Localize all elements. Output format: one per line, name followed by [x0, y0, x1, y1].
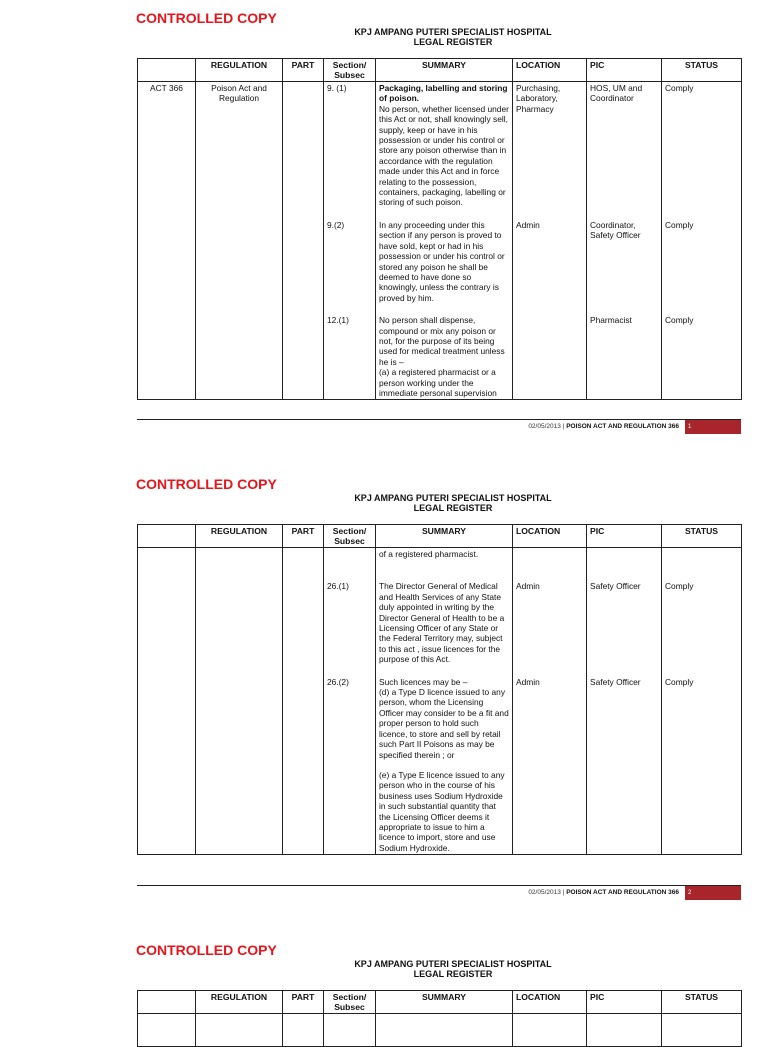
document-header	[300, 959, 606, 979]
summary-text: In any proceeding under this section if any person is proved to have sold, kept or had in his possession or under his control or stored any poison he shall be deemed to have done so knowingly, unless the contrary is proved by him.	[379, 219, 505, 303]
cell-location	[513, 548, 587, 581]
cell-part	[283, 314, 324, 400]
page-number: 2	[685, 886, 741, 900]
cell-act: ACT 366	[138, 82, 196, 219]
cell-section: 9.(2)	[324, 219, 376, 314]
cell-status: Comply	[662, 219, 742, 314]
summary-text: The Director General of Medical and Health Services of any State duly appointed in writing by the Director General of Health to be a Licensing Officer of any State or the Federal Territory may, subject to this act , issue licences for the purpose of this Act.	[379, 581, 505, 665]
col-location: LOCATION	[513, 59, 587, 82]
cell-pic: Safety Officer	[587, 676, 662, 855]
table-row	[138, 676, 742, 855]
table-row	[138, 1014, 742, 1047]
col-summary: SUMMARY	[376, 59, 513, 82]
cell-status: Comply	[662, 314, 742, 400]
cell-part	[283, 82, 324, 219]
hospital-name: KPJ AMPANG PUTERI SPECIALIST HOSPITAL	[354, 493, 552, 503]
footer-text	[528, 889, 679, 896]
cell-location: Admin	[513, 676, 587, 855]
hospital-name: KPJ AMPANG PUTERI SPECIALIST HOSPITAL	[354, 27, 552, 37]
summary-text: (d) a Type D licence issued to any person, whom the Licensing Officer may consider to be a fit and proper person to hold such licence, to store and sell by retail such Part II Poisons as may be specified therein ; or	[379, 687, 509, 760]
col-part: PART	[283, 525, 324, 548]
col-act	[138, 59, 196, 82]
cell-section: 26.(1)	[324, 580, 376, 675]
cell-act	[138, 314, 196, 400]
cell-summary	[376, 314, 513, 400]
cell-pic: Coordinator, Safety Officer	[587, 219, 662, 314]
legal-register-table	[137, 990, 742, 1047]
summary-text: (e) a Type E licence issued to any person who in the course of his business uses Sodium Hydroxide in such substantial quantity that the Licensing Officer deems it appropriate to issue to him a licence to import, store and use Sodium Hydroxide.	[379, 769, 505, 853]
cell-location	[513, 314, 587, 400]
page-footer	[137, 420, 741, 434]
cell-summary	[376, 82, 513, 219]
cell-pic	[587, 548, 662, 581]
cell-summary	[376, 219, 513, 314]
col-pic: PIC	[587, 525, 662, 548]
summary-heading: Packaging, labelling and storing of poison.	[379, 83, 508, 104]
summary-text: No person shall dispense, compound or mix any poison or not, for the purpose of its being used for medical treatment unless he is –	[379, 315, 505, 367]
col-status: STATUS	[662, 59, 742, 82]
footer-text	[528, 423, 679, 430]
col-section: Section/ Subsec	[324, 525, 376, 548]
cell-regulation: Poison Act and Regulation	[196, 82, 283, 219]
legal-register-table	[137, 58, 742, 400]
col-pic: PIC	[587, 59, 662, 82]
cell-section: 9. (1)	[324, 82, 376, 219]
footer-title: POISON ACT AND REGULATION 366	[566, 423, 679, 430]
summary-text: of a registered pharmacist.	[379, 549, 479, 559]
table-row	[138, 219, 742, 314]
table-header-row	[138, 525, 742, 548]
cell-status: Comply	[662, 82, 742, 219]
col-location: LOCATION	[513, 991, 587, 1014]
col-status: STATUS	[662, 991, 742, 1014]
cell-pic: Pharmacist	[587, 314, 662, 400]
hospital-name: KPJ AMPANG PUTERI SPECIALIST HOSPITAL	[354, 959, 552, 969]
table-header-row	[138, 991, 742, 1014]
col-act	[138, 525, 196, 548]
cell-regulation	[196, 314, 283, 400]
document-header	[300, 27, 606, 47]
summary-text: (a) a registered pharmacist or a person working under the immediate personal supervision	[379, 367, 497, 398]
table-row	[138, 548, 742, 581]
footer-separator: |	[562, 423, 565, 430]
summary-text: No person, whether licensed under this Act or not, shall knowingly sell, supply, keep or have in his possession or under his control or store any poison otherwise than in accordance with the regulation made under this Act and in force relating to the possession, containers, packaging, labelling or storing of such poison.	[379, 103, 509, 208]
cell-location: Purchasing, Laboratory, Pharmacy	[513, 82, 587, 219]
table-row	[138, 580, 742, 675]
summary-text: Such licences may be –	[379, 676, 468, 687]
register-title: LEGAL REGISTER	[413, 37, 493, 47]
register-title: LEGAL REGISTER	[413, 503, 493, 513]
cell-status: Comply	[662, 580, 742, 675]
cell-part	[283, 219, 324, 314]
col-regulation: REGULATION	[196, 59, 283, 82]
col-location: LOCATION	[513, 525, 587, 548]
cell-section: 26.(2)	[324, 676, 376, 855]
cell-location: Admin	[513, 219, 587, 314]
cell-location: Admin	[513, 580, 587, 675]
controlled-copy-label: CONTROLLED COPY	[136, 476, 277, 492]
cell-summary	[376, 676, 513, 855]
table-row	[138, 314, 742, 400]
col-summary: SUMMARY	[376, 525, 513, 548]
col-part: PART	[283, 991, 324, 1014]
legal-register-table	[137, 524, 742, 855]
col-summary: SUMMARY	[376, 991, 513, 1014]
col-act	[138, 991, 196, 1014]
cell-status: Comply	[662, 676, 742, 855]
controlled-copy-label: CONTROLLED COPY	[136, 942, 277, 958]
controlled-copy-label: CONTROLLED COPY	[136, 10, 277, 26]
cell-section	[324, 548, 376, 581]
footer-date: 02/05/2013	[528, 889, 561, 896]
table-header-row	[138, 59, 742, 82]
col-regulation: REGULATION	[196, 991, 283, 1014]
page-number: 1	[685, 420, 741, 434]
register-title: LEGAL REGISTER	[413, 969, 493, 979]
col-pic: PIC	[587, 991, 662, 1014]
col-section: Section/ Subsec	[324, 991, 376, 1014]
col-regulation: REGULATION	[196, 525, 283, 548]
col-part: PART	[283, 59, 324, 82]
cell-summary	[376, 580, 513, 675]
col-status: STATUS	[662, 525, 742, 548]
cell-status	[662, 548, 742, 581]
cell-act	[138, 219, 196, 314]
cell-regulation	[196, 219, 283, 314]
document-header	[300, 493, 606, 513]
cell-pic: HOS, UM and Coordinator	[587, 82, 662, 219]
footer-separator: |	[562, 889, 565, 896]
footer-date: 02/05/2013	[528, 423, 561, 430]
col-section: Section/ Subsec	[324, 59, 376, 82]
footer-title: POISON ACT AND REGULATION 366	[566, 889, 679, 896]
table-row	[138, 82, 742, 219]
cell-section: 12.(1)	[324, 314, 376, 400]
cell-pic: Safety Officer	[587, 580, 662, 675]
cell-summary	[376, 548, 513, 581]
page-footer	[137, 886, 741, 900]
